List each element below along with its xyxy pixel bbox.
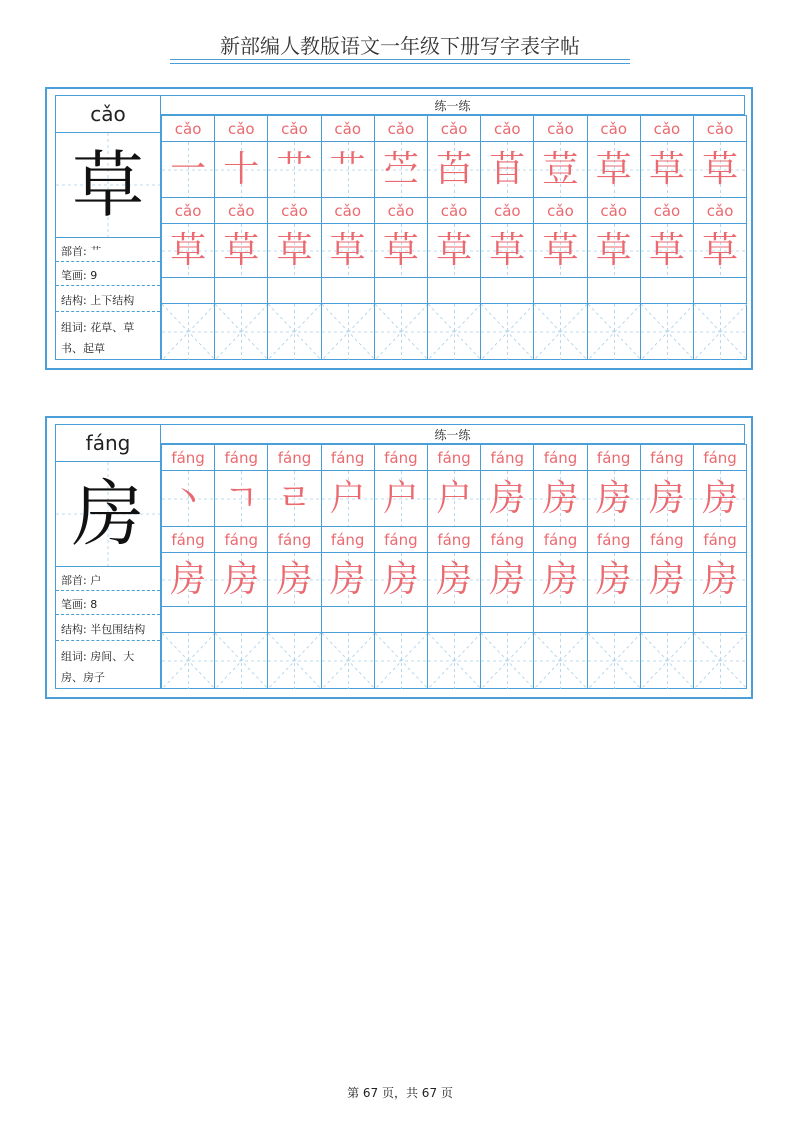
pinyin-cell [533,526,587,553]
grid-guide-icon [428,304,481,360]
tianzige-cell[interactable] [587,552,641,607]
pinyin-cell [161,197,215,224]
grid-guide-icon [481,633,534,689]
pinyin-cell [587,277,641,304]
tianzige-cell[interactable] [427,141,481,198]
pinyin-cell [640,444,694,471]
tianzige-cell[interactable] [480,141,534,198]
practice-pinyin: cǎo [281,120,308,138]
tianzige-cell[interactable] [480,470,534,527]
practice-character: 房 [382,559,419,600]
practice-pinyin: cǎo [334,120,361,138]
practice-character: 草 [223,230,260,271]
tianzige-cell[interactable] [693,223,747,278]
grid-guide-icon [534,633,587,689]
pinyin-cell [161,115,215,142]
practice-character: 十 [223,149,260,190]
grid-guide-icon [268,304,321,360]
practice-pinyin: cǎo [600,120,627,138]
pinyin-cell [533,444,587,471]
page-footer: 第 67 页，共 67 页 [347,1086,453,1100]
tianzige-cell[interactable] [640,552,694,607]
word-examples: 组词: 花草、草书、起草 [61,321,135,355]
radical-info: 部首: 艹 [56,242,160,262]
practice-pinyin: fáng [490,531,525,549]
practice-pinyin: fáng [650,531,684,549]
pinyin-cell [587,115,641,142]
tianzige-cell[interactable] [640,470,694,527]
practice-character: 房 [223,559,260,600]
pinyin-cell [321,444,375,471]
practice-pinyin: cǎo [653,120,681,138]
tianzige-cell[interactable] [693,303,747,360]
practice-character: 苎 [382,149,419,190]
practice-character: 房 [648,478,685,519]
tianzige-cell[interactable] [374,303,428,360]
tianzige-cell[interactable] [533,552,587,607]
practice-pinyin: fáng [171,531,205,549]
practice-pinyin: fáng [437,449,471,467]
practice-character: 草 [170,230,207,271]
pinyin-cell [374,197,428,224]
tianzige-cell[interactable] [427,303,481,360]
pinyin-cell [640,526,694,553]
pinyin-cell [693,277,747,304]
practice-pinyin: fáng [650,449,684,467]
practice-character: 草 [648,149,685,190]
practice-pinyin: cǎo [227,120,255,138]
tianzige-cell[interactable] [214,470,268,527]
tianzige-cell[interactable] [587,303,641,360]
tianzige-cell[interactable] [214,223,268,278]
tianzige-cell[interactable] [374,632,428,689]
tianzige-cell[interactable] [480,552,534,607]
practice-grid [161,424,745,689]
model-character: 草 [71,143,144,227]
pinyin-cell [374,606,428,633]
practice-pinyin: cǎo [493,202,521,220]
pinyin-cell [533,115,587,142]
character-info-panel [55,424,161,689]
grid-guide-icon [641,304,694,360]
practice-character: 房 [542,478,579,519]
pinyin-cell [267,277,321,304]
tianzige-cell[interactable] [161,141,215,198]
tianzige-cell[interactable] [533,632,587,689]
pinyin-cell [374,526,428,553]
pinyin-cell [321,606,375,633]
tianzige-cell[interactable] [587,223,641,278]
main-pinyin: fáng [85,431,131,455]
practice-character: 房 [542,559,579,600]
practice-pinyin: fáng [596,449,631,467]
practice-pinyin: fáng [384,449,418,467]
tianzige-cell[interactable] [267,223,321,278]
pinyin-cell [161,606,215,633]
practice-header: 练一练 [161,424,745,444]
pinyin-cell [480,444,534,471]
tianzige-cell[interactable] [161,303,215,360]
pinyin-cell [214,606,268,633]
practice-character: 艹 [329,149,366,190]
tianzige-cell[interactable] [214,141,268,198]
practice-character: 房 [648,559,685,600]
tianzige-cell[interactable] [427,632,481,689]
practice-pinyin: fáng [224,449,259,467]
tianzige-cell[interactable] [267,141,321,198]
practice-pinyin: fáng [330,531,365,549]
tianzige-cell[interactable] [533,470,587,527]
grid-guide-icon [481,304,534,360]
practice-pinyin: cǎo [493,120,521,138]
practice-pinyin: cǎo [653,202,681,220]
tianzige-cell[interactable] [267,632,321,689]
pinyin-cell [321,277,375,304]
pinyin-cell [161,444,215,471]
practice-pinyin: fáng [543,449,578,467]
title-rule-top [170,59,630,60]
practice-character: 草 [542,230,579,271]
pinyin-cell [374,115,428,142]
practice-header: 练一练 [161,95,745,115]
pinyin-cell [693,444,747,471]
pinyin-cell [374,444,428,471]
practice-character: ㄱ [223,478,259,519]
pinyin-cell [533,606,587,633]
grid-guide-icon [641,633,694,689]
practice-pinyin: fáng [224,531,259,549]
practice-character: 草 [382,230,419,271]
tianzige-cell[interactable] [640,141,694,198]
practice-character: 草 [436,230,473,271]
practice-grid [161,95,745,360]
practice-character: 房 [702,478,739,519]
pinyin-cell [214,444,268,471]
tianzige-cell[interactable] [321,552,375,607]
tianzige-cell[interactable] [640,223,694,278]
pinyin-cell [693,115,747,142]
main-pinyin: cǎo [90,102,126,126]
pinyin-cell [321,526,375,553]
practice-pinyin: cǎo [547,202,574,220]
grid-guide-icon [694,304,747,360]
practice-character: 丶 [170,478,207,519]
practice-pinyin: fáng [596,531,631,549]
pinyin-cell [267,526,321,553]
practice-character: 房 [329,559,366,600]
practice-pinyin: fáng [330,449,365,467]
pinyin-cell [480,197,534,224]
pinyin-cell [640,197,694,224]
grid-guide-icon [215,633,268,689]
tianzige-cell[interactable] [374,141,428,198]
pinyin-cell [640,277,694,304]
tianzige-cell[interactable] [161,632,215,689]
pinyin-cell [161,277,215,304]
tianzige-cell[interactable] [321,303,375,360]
tianzige-cell[interactable] [214,552,268,607]
practice-pinyin: cǎo [600,202,627,220]
tianzige-cell[interactable] [480,632,534,689]
tianzige-cell[interactable] [533,141,587,198]
practice-pinyin: cǎo [547,120,574,138]
pinyin-cell [214,197,268,224]
practice-character: 一 [170,149,207,190]
practice-character: 户 [436,478,473,519]
tianzige-cell[interactable] [587,470,641,527]
practice-pinyin: cǎo [440,202,468,220]
grid-guide-icon [268,633,321,689]
practice-pinyin: cǎo [174,120,202,138]
grid-guide-icon [375,304,428,360]
tianzige-cell[interactable] [640,632,694,689]
practice-character: 房 [489,478,526,519]
tianzige-cell[interactable] [267,470,321,527]
tianzige-cell[interactable] [161,470,215,527]
practice-pinyin: fáng [277,531,312,549]
pinyin-cell [374,277,428,304]
pinyin-cell [427,526,481,553]
grid-guide-icon [322,304,375,360]
tianzige-cell[interactable] [374,552,428,607]
grid-guide-icon [694,633,747,689]
tianzige-cell[interactable] [533,223,587,278]
practice-character: 房 [436,559,473,600]
practice-pinyin: fáng [171,449,205,467]
grid-guide-icon [588,304,641,360]
practice-pinyin: fáng [703,449,737,467]
tianzige-cell[interactable] [161,223,215,278]
page-title: 新部编人教版语文一年级下册写字表字帖 [220,34,580,58]
pinyin-cell [587,526,641,553]
practice-character: 草 [702,230,739,271]
tianzige-cell[interactable] [693,470,747,527]
tianzige-cell[interactable] [427,223,481,278]
character-card [45,87,753,370]
practice-character: 草 [489,230,526,271]
pinyin-cell [480,115,534,142]
pinyin-cell [427,444,481,471]
practice-character: 苜 [489,149,526,190]
pinyin-cell [533,197,587,224]
practice-character: 户 [329,478,366,519]
tianzige-cell[interactable] [321,470,375,527]
pinyin-cell [587,606,641,633]
practice-pinyin: fáng [490,449,525,467]
pinyin-cell [267,197,321,224]
pinyin-cell [533,277,587,304]
tianzige-cell[interactable] [321,141,375,198]
practice-pinyin: cǎo [440,120,468,138]
practice-pinyin: fáng [437,531,471,549]
tianzige-cell[interactable] [374,470,428,527]
tianzige-cell[interactable] [214,632,268,689]
practice-character: 房 [276,559,313,600]
character-card [45,416,753,699]
grid-guide-icon [162,304,215,360]
grid-guide-icon [162,633,215,689]
practice-character: 草 [648,230,685,271]
tianzige-cell[interactable] [480,223,534,278]
tianzige-cell[interactable] [427,552,481,607]
practice-pinyin: cǎo [174,202,202,220]
structure-info: 结构: 上下结构 [56,290,160,312]
stroke-count-info: 笔画: 8 [56,595,160,615]
practice-pinyin: cǎo [387,120,415,138]
title-rule-bottom [170,63,630,64]
tianzige-cell[interactable] [693,552,747,607]
practice-pinyin: cǎo [706,202,734,220]
practice-character: 荳 [542,149,579,190]
pinyin-cell [427,197,481,224]
pinyin-cell [267,444,321,471]
practice-pinyin: cǎo [227,202,255,220]
pinyin-cell [693,606,747,633]
pinyin-cell [214,115,268,142]
practice-character: 草 [595,230,632,271]
practice-character: ㄹ [277,478,312,519]
model-character-box [56,132,160,238]
tianzige-cell[interactable] [267,552,321,607]
tianzige-cell[interactable] [321,223,375,278]
pinyin-cell [161,526,215,553]
tianzige-cell[interactable] [480,303,534,360]
grid-guide-icon [322,633,375,689]
practice-character: 户 [382,478,419,519]
tianzige-cell[interactable] [640,303,694,360]
tianzige-cell[interactable] [587,141,641,198]
pinyin-cell [321,197,375,224]
pinyin-cell [587,197,641,224]
practice-pinyin: fáng [384,531,418,549]
pinyin-cell [427,115,481,142]
tianzige-cell[interactable] [374,223,428,278]
grid-guide-icon [534,304,587,360]
grid-guide-icon [428,633,481,689]
practice-character: 苩 [436,149,473,190]
practice-pinyin: fáng [703,531,737,549]
tianzige-cell[interactable] [267,303,321,360]
model-character-box [56,461,160,567]
model-character: 房 [71,472,144,556]
practice-character: 艹 [276,149,313,190]
grid-guide-icon [588,633,641,689]
pinyin-cell [693,526,747,553]
tianzige-cell[interactable] [161,552,215,607]
word-examples: 组词: 房间、大房、房子 [61,650,135,684]
pinyin-cell [587,444,641,471]
practice-pinyin: fáng [543,531,578,549]
tianzige-cell[interactable] [587,632,641,689]
pinyin-cell [267,115,321,142]
tianzige-cell[interactable] [321,632,375,689]
tianzige-cell[interactable] [214,303,268,360]
pinyin-cell [427,277,481,304]
practice-character: 房 [595,478,632,519]
practice-character: 草 [595,149,632,190]
practice-character: 房 [489,559,526,600]
stroke-count-info: 笔画: 9 [56,266,160,286]
practice-pinyin: cǎo [706,120,734,138]
tianzige-cell[interactable] [533,303,587,360]
practice-pinyin: cǎo [281,202,308,220]
pinyin-cell [214,526,268,553]
pinyin-cell [214,277,268,304]
pinyin-cell [693,197,747,224]
pinyin-cell [480,526,534,553]
tianzige-cell[interactable] [427,470,481,527]
practice-character: 草 [329,230,366,271]
tianzige-cell[interactable] [693,141,747,198]
practice-pinyin: fáng [277,449,312,467]
practice-character: 草 [702,149,739,190]
pinyin-cell [321,115,375,142]
pinyin-cell [480,277,534,304]
practice-character: 草 [276,230,313,271]
tianzige-cell[interactable] [693,632,747,689]
practice-character: 房 [702,559,739,600]
character-info-panel [55,95,161,360]
grid-guide-icon [215,304,268,360]
practice-character: 房 [170,559,207,600]
pinyin-cell [480,606,534,633]
pinyin-cell [640,606,694,633]
practice-pinyin: cǎo [387,202,415,220]
practice-pinyin: cǎo [334,202,361,220]
grid-guide-icon [375,633,428,689]
pinyin-cell [267,606,321,633]
radical-info: 部首: 户 [56,571,160,591]
structure-info: 结构: 半包围结构 [56,619,160,641]
pinyin-cell [640,115,694,142]
pinyin-cell [427,606,481,633]
practice-character: 房 [595,559,632,600]
